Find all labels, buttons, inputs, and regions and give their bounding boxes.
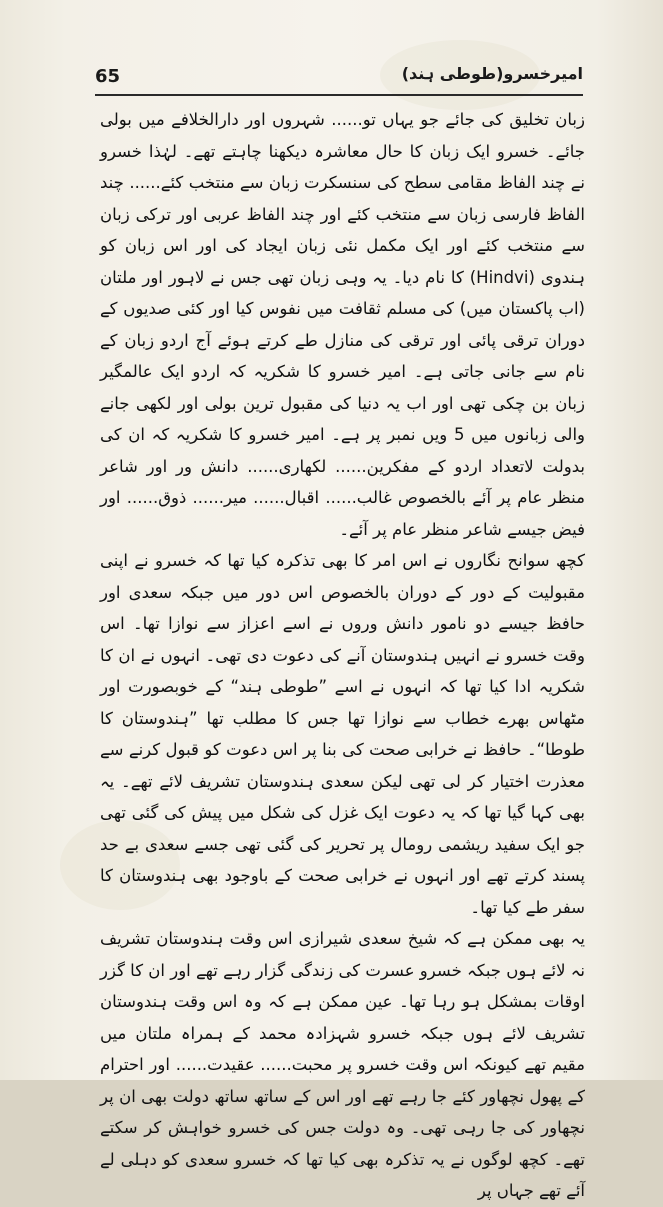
paragraph: زبان تخلیق کی جائے جو یہاں تو...... شہروں اور دارالخلافے میں بولی جائے۔ خسرو ایک زبان کا حال معاشرہ دیکھنا چاہتے تھے۔ لہٰذا خسرو نے چند الفاظ مقامی سطح کی سنسکرت زبان سے منتخب کئے...... چند الفاظ فارسی زبان سے منتخب کئے اور چند الفاظ عربی اور ترکی زبان سے منتخب کئے اور ایک مکمل نئی زبان ایجاد کی اور اس زبان کو ہندوی (Hindvi) کا نام دیا۔ یہ وہی زبان تھی جس نے لاہور اور ملتان (اب پاکستان میں) کی مسلم ثقافت میں نفوس کیا اور کئی صدیوں کے دوران ترقی پائی اور ترقی کی منازل طے کرتے ہوئے آج اردو زبان کے نام سے جانی جاتی ہے۔ امیر خسرو کا شکریہ کہ اردو ایک عالمگیر زبان بن چکی تھی اور اب یہ دنیا کی مقبول ترین بولی اور لکھی جانے والی زبانوں میں 5 ویں نمبر پر ہے۔ امیر خسرو کا شکریہ کہ ان کی بدولت لاتعداد اردو کے مفکرین...... لکھاری...... دانش ور اور شاعر منظر عام پر آئے بالخصوص غالب...... اقبال...... میر...... ذوق...... اور فیض جیسے شاعر منظر عام پر آئے۔ bbox=[100, 110, 586, 539]
running-head: امیرخسرو(طوطی ہند) bbox=[401, 64, 583, 83]
paragraph: کچھ سوانح نگاروں نے اس امر کا بھی تذکرہ کیا تھا کہ خسرو نے اپنی مقبولیت کے دور کے دوران بالخصوص اس دور میں جبکہ سعدی اور حافظ جیسے دو نامور دانش وروں نے اسے اعزاز سے نوازا تھا۔ اس وقت خسرو نے انہیں ہندوستان آنے کی دعوت دی تھی۔ انہوں نے ان کا شکریہ ادا کیا تھا کہ انہوں نے اسے ”طوطی ہند“ کے خوبصورت اور مٹھاس بھرے خطاب سے نوازا تھا جس کا مطلب تھا ”ہندوستان کا طوطا“۔ حافظ نے خرابی صحت کی بنا پر اس دعوت کو قبول کرنے سے معذرت اختیار کر لی تھی لیکن سعدی ہندوستان تشریف لائے تھے۔ یہ بھی کہا گیا تھا کہ یہ دعوت ایک غزل کی شکل میں پیش کی گئی تھی جو ایک سفید ریشمی رومال پر تحریر کی گئی تھی جسے سعدی بے حد پسند کرتے تھے اور انہوں نے خرابی صحت کے باوجود بھی ہندوستان کا سفر طے کیا تھا۔ bbox=[100, 551, 585, 917]
header-rule bbox=[95, 94, 583, 96]
page-header bbox=[95, 64, 583, 94]
page-number: 65 bbox=[95, 66, 121, 87]
paragraph: یہ بھی ممکن ہے کہ شیخ سعدی شیرازی اس وقت ہندوستان تشریف نہ لائے ہوں جبکہ خسرو عسرت کی زندگی گزار رہے تھے اور ان کا گزر اوقات بمشکل ہو رہا تھا۔ عین ممکن ہے کہ وہ اس وقت ہندوستان تشریف لائے ہوں جبکہ خسرو شہزادہ محمد کے ہمراہ ملتان میں مقیم تھے کیونکہ اس وقت خسرو پر محبت...... عقیدت...... اور احترام کے پھول نچھاور کئے جا رہے تھے اور اس کے ساتھ ساتھ دولت بھی ان پر نچھاور کی جا رہی تھی۔ وہ دولت جس کی خسرو خواہش کر سکتے تھے۔ کچھ لوگوں نے یہ تذکرہ بھی کیا تھا کہ خسرو سعدی کو دہلی لے آئے تھے جہاں پر bbox=[100, 929, 585, 1200]
body-text bbox=[100, 104, 585, 1207]
